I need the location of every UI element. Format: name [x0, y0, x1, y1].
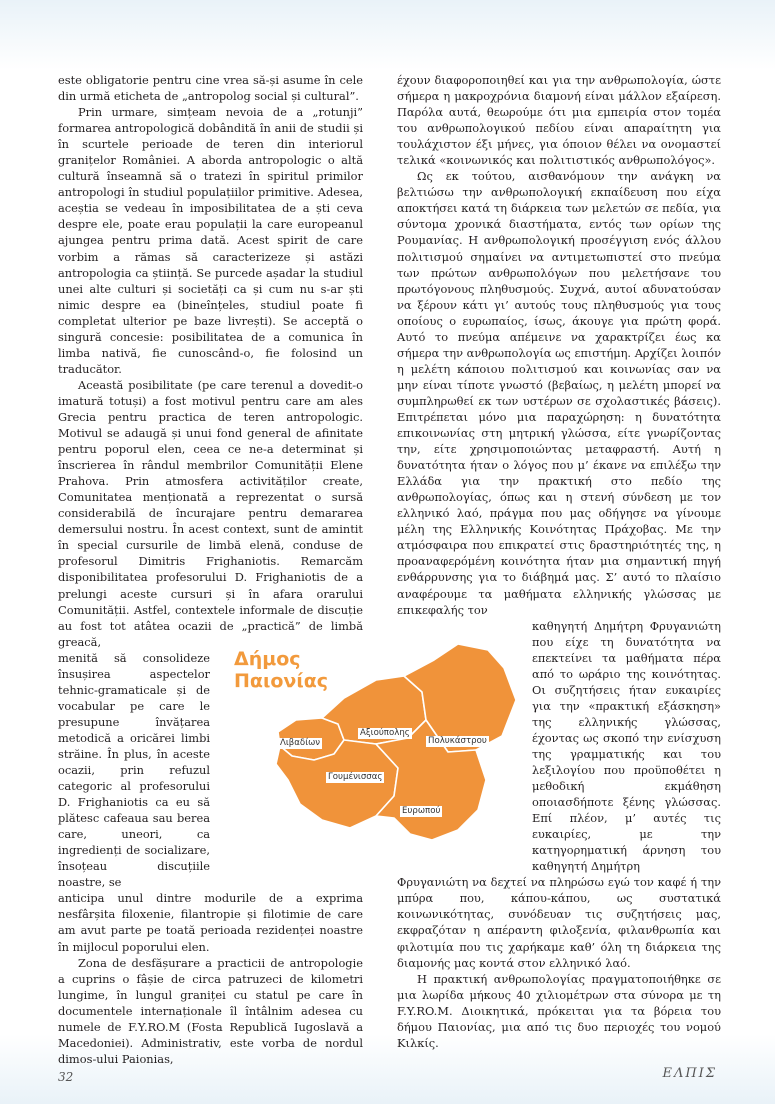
- paragraph: Ως εκ τούτου, αισθανόμουν την ανάγκη να βελτιώσω την ανθρωπολογική εκπαίδευση που είχα αποκτήσει κατά τη διάρκεια των μελετών σε πεδία, για σύντομα χρονικά διαστήματα, εντός των ορίων της Ρουμανίας. Η ανθρωπολογική προσέγγιση ενός άλλου πολιτισμού σημαίνει να αντιμετωπιστεί στο πνεύμα των πρώτων ανθρωπολόγων που μελετήσανε του πρωτόγονους πληθυσμούς. Συχνά, αυτοί αδυνατούσαν να ξέρουν κάτι γι’ αυτούς τους πληθυσμούς για τους οποίους ο ευρωπαίος, ίσως, άκουγε για πρώτη φορά. Αυτό το πνεύμα απέμεινε να χαρακτρίζει έως κα σήμερα την ανθρωπολογία ως επιστήμη. Αρχίζει λοιπόν η μελέτη κάποιου πολιτισμού και κοινωνίας σαν να μην είναι τίποτε γνωστό (βεβαίως, η μελέτη μπορεί να συμπληρωθεί εκ των υστέρων σε σχολαστικές βάσεις). Επιτρέπεται μόνο μια παραχώρηση: η δυνατότητα επικοινωνίας στη μητρική γλώσσα, είτε γνωρίζοντας την, είτε χρησιμοποιώντας μεταφραστή. Αυτή η δυνατότητα ήταν ο λόγος που μ’ έκανε να επιλέξω την Ελλάδα για την πρακτική στο πεδίο της ανθρωπολογίας, όπως και η στενή σύνδεση με τον ελληνικό λαό, πράγμα που μας οδήγησε να γίνουμε μέλη της Ελληνικής Κοινότητας Πράχοβας. Με την ατμόσφαιρα που επικρατεί στις δραστηριότητές της, η προαναφερόμένη κοινότητα ήταν μια σημαντική πηγή ενθάρρυνσης για το διάβημά μας. Σ’ αυτό το πλαίσιο αναφέρουμε τα μαθήματα ελληνικής γλώσσας με επικεφαλής τον: [397, 169, 721, 617]
- map-label-polykastrou: Πολυκάστρου: [428, 736, 487, 746]
- paragraph: Prin urmare, simțeam nevoia de a „rotunji” formarea antropologică dobândită în anii de studii și în scurtele perioade de teren din interiorul granițelor României. A aborda antropologic o altă cultură înseamnă să o tratezi în spiritul primilor antropologi în studiul populațiilor primitive. Adesea, aceștia se vedeau în imposibilitatea de a ști ceva despre ele, poate erau populații la care europeanul ajungea pentru prima dată. Acest spirit de care vorbim a rămas să caracterizeze și astăzi antropologia ca știință. Se purcede așadar la studiul unei alte culturi și societăți ca și cum nu s-ar ști nimic despre ea (bineînțeles, studiul poate fi completat ulterior pe baze livrești). Se acceptă o singură concesie: posibilitatea de a comunica în limba nativă, fie cunoscând-o, fie folosind un traducător.: [58, 105, 363, 376]
- page-header-band: [0, 0, 775, 70]
- paragraph: anticipa unul dintre modurile de a exprima nesfârșita filoxenie, filantropie și filotimie de care am avut parte pe toată perioada rezidenței noastre în mijlocul poporului elen.: [58, 891, 363, 954]
- map-title-line: Δήμος: [234, 648, 301, 670]
- paragraph: este obligatorie pentru cine vrea să-și asume în cele din urmă eticheta de „antropolog social și cultural”.: [58, 73, 363, 104]
- paragraph: Zona de desfășurare a practicii de antropologie a cuprins o fâșie de circa patruzeci de kilometri lungime, în lungul graniței cu statul pe care în documentele internaționale îl întâlnim adesea cu numele de F.Y.RO.M (Fosta Republică Iugoslavă a Macedoniei). Administrativ, este vorba de nordul dimos-ului Paionias,: [58, 955, 363, 1066]
- paragraph: Η πρακτική ανθρωπολογίας πραγματοποιήθηκε σε μια λωρίδα μήκους 40 χιλιομέτρων στα σύνορα με τη F.Y.RO.M. Διοικητικά, πρόκειται για τα βόρεια του δήμου Παιονίας, μια από τις δυο περιοχές του νομού Κιλκίς.: [397, 971, 721, 1050]
- paragraph: Această posibilitate (pe care terenul a dovedit-o imatură totuși) a fost motivul pentru care am ales Grecia pentru practica de teren antropologic. Motivul se adaugă și unui fond general de afinitate pentru poporul elen, ceea ce ne-a determinat și înscrierea în rândul membrilor Comunității Elene Prahova. Prin atmosfera activităților create, Comunitatea menționată a reprezentat o sursă considerabilă de încurajare pentru demararea demersului nostru. În acest context, sunt de amintit în special cursurile de limbă elenă, conduse de profesorul Dimitris Frighaniotis. Remarcăm disponibilitatea profesorului D. Frighaniotis de a prelungi aceste cursuri și în afara orarului Comunității. Astfel, contextele informale de discuție au fost tot atâtea ocazii de „practică” de limbă greacă,: [58, 377, 363, 649]
- map-label-goumenissas: Γουμένισσας: [328, 772, 383, 782]
- map-title: [234, 648, 328, 692]
- paragraph-wrap: menită să consolideze însușirea aspectelor tehnic-gramaticale și de vocabular pe care le presupune învățarea metodică a oricărei limbi străine. În plus, în aceste ocazii, prin refuzul categoric al profesorului D. Frighaniotis ca eu să plătesc cafeaua sau berea care, uneori, ca ingredienți de socializare, însoțeau discuțiile noastre, se: [58, 650, 210, 890]
- map-label-evropou: Ευρωπού: [402, 806, 441, 816]
- paragraph: έχουν διαφοροποιηθεί και για την ανθρωπολογία, ώστε σήμερα η μακροχρόνια διαμονή είναι μάλλον εξαίρεση. Παρόλα αυτά, θεωρούμε ότι μια εμπειρία στον τομέα του ανθρωπολογικού πεδίου είναι απαραίτητη για τουλάχιστον έξι μήνες, για όποιον θέλει να ονομαστεί τελικά «κοινωνικός και πολιτιστικός ανθρωπολόγος».: [397, 73, 721, 168]
- greek-column: [397, 72, 721, 1051]
- page-number: 32: [58, 1070, 74, 1084]
- magazine-name: ΕΛΠΙΣ: [662, 1066, 717, 1081]
- paragraph-wrap: καθηγητή Δημήτρη Φρυγανιώτη που είχε τη δυνατότητα να επεκτείνει τα μαθήματα πέρα από το ωράριο της κοινότητας. Οι συζητήσεις ήταν ευκαιρίες για την «πρακτική εξάσκηση» της ελληνικής γλώσσας, έχοντας ως σκοπό την ενίσχυση της γραμματικής και του λεξιλογίου που προϋποθέτει η μεθοδική εκμάθηση οποιασδήποτε ξένης γλώσσας. Επί πλέον, μ’ αυτές τις ευκαιρίες, με την κατηγορηματική άρνηση του καθηγητή Δημήτρη: [532, 618, 721, 874]
- map-title-line: Παιονίας: [234, 670, 329, 692]
- romanian-column: [58, 72, 363, 1067]
- map-label-livadion: Λιβαδίων: [280, 738, 321, 748]
- map-label-axioupolis: Αξιούπολης: [360, 728, 410, 738]
- paionia-map: [226, 640, 526, 850]
- paragraph: Φρυγανιώτη να δεχτεί να πληρώσω εγώ τον καφέ ή την μπύρα που, κάπου-κάπου, ως συστατικά κοινωνικότητας, συνόδευαν τις συζητήσεις μας, εκφραζόταν η απέραντη φιλοξενία, φιλανθρωπία και φιλοτιμία που τις χαρήκαμε καθ’ όλη τη διάρκεια της διαμονής μας κοντά στον ελληνικό λαό.: [397, 875, 721, 970]
